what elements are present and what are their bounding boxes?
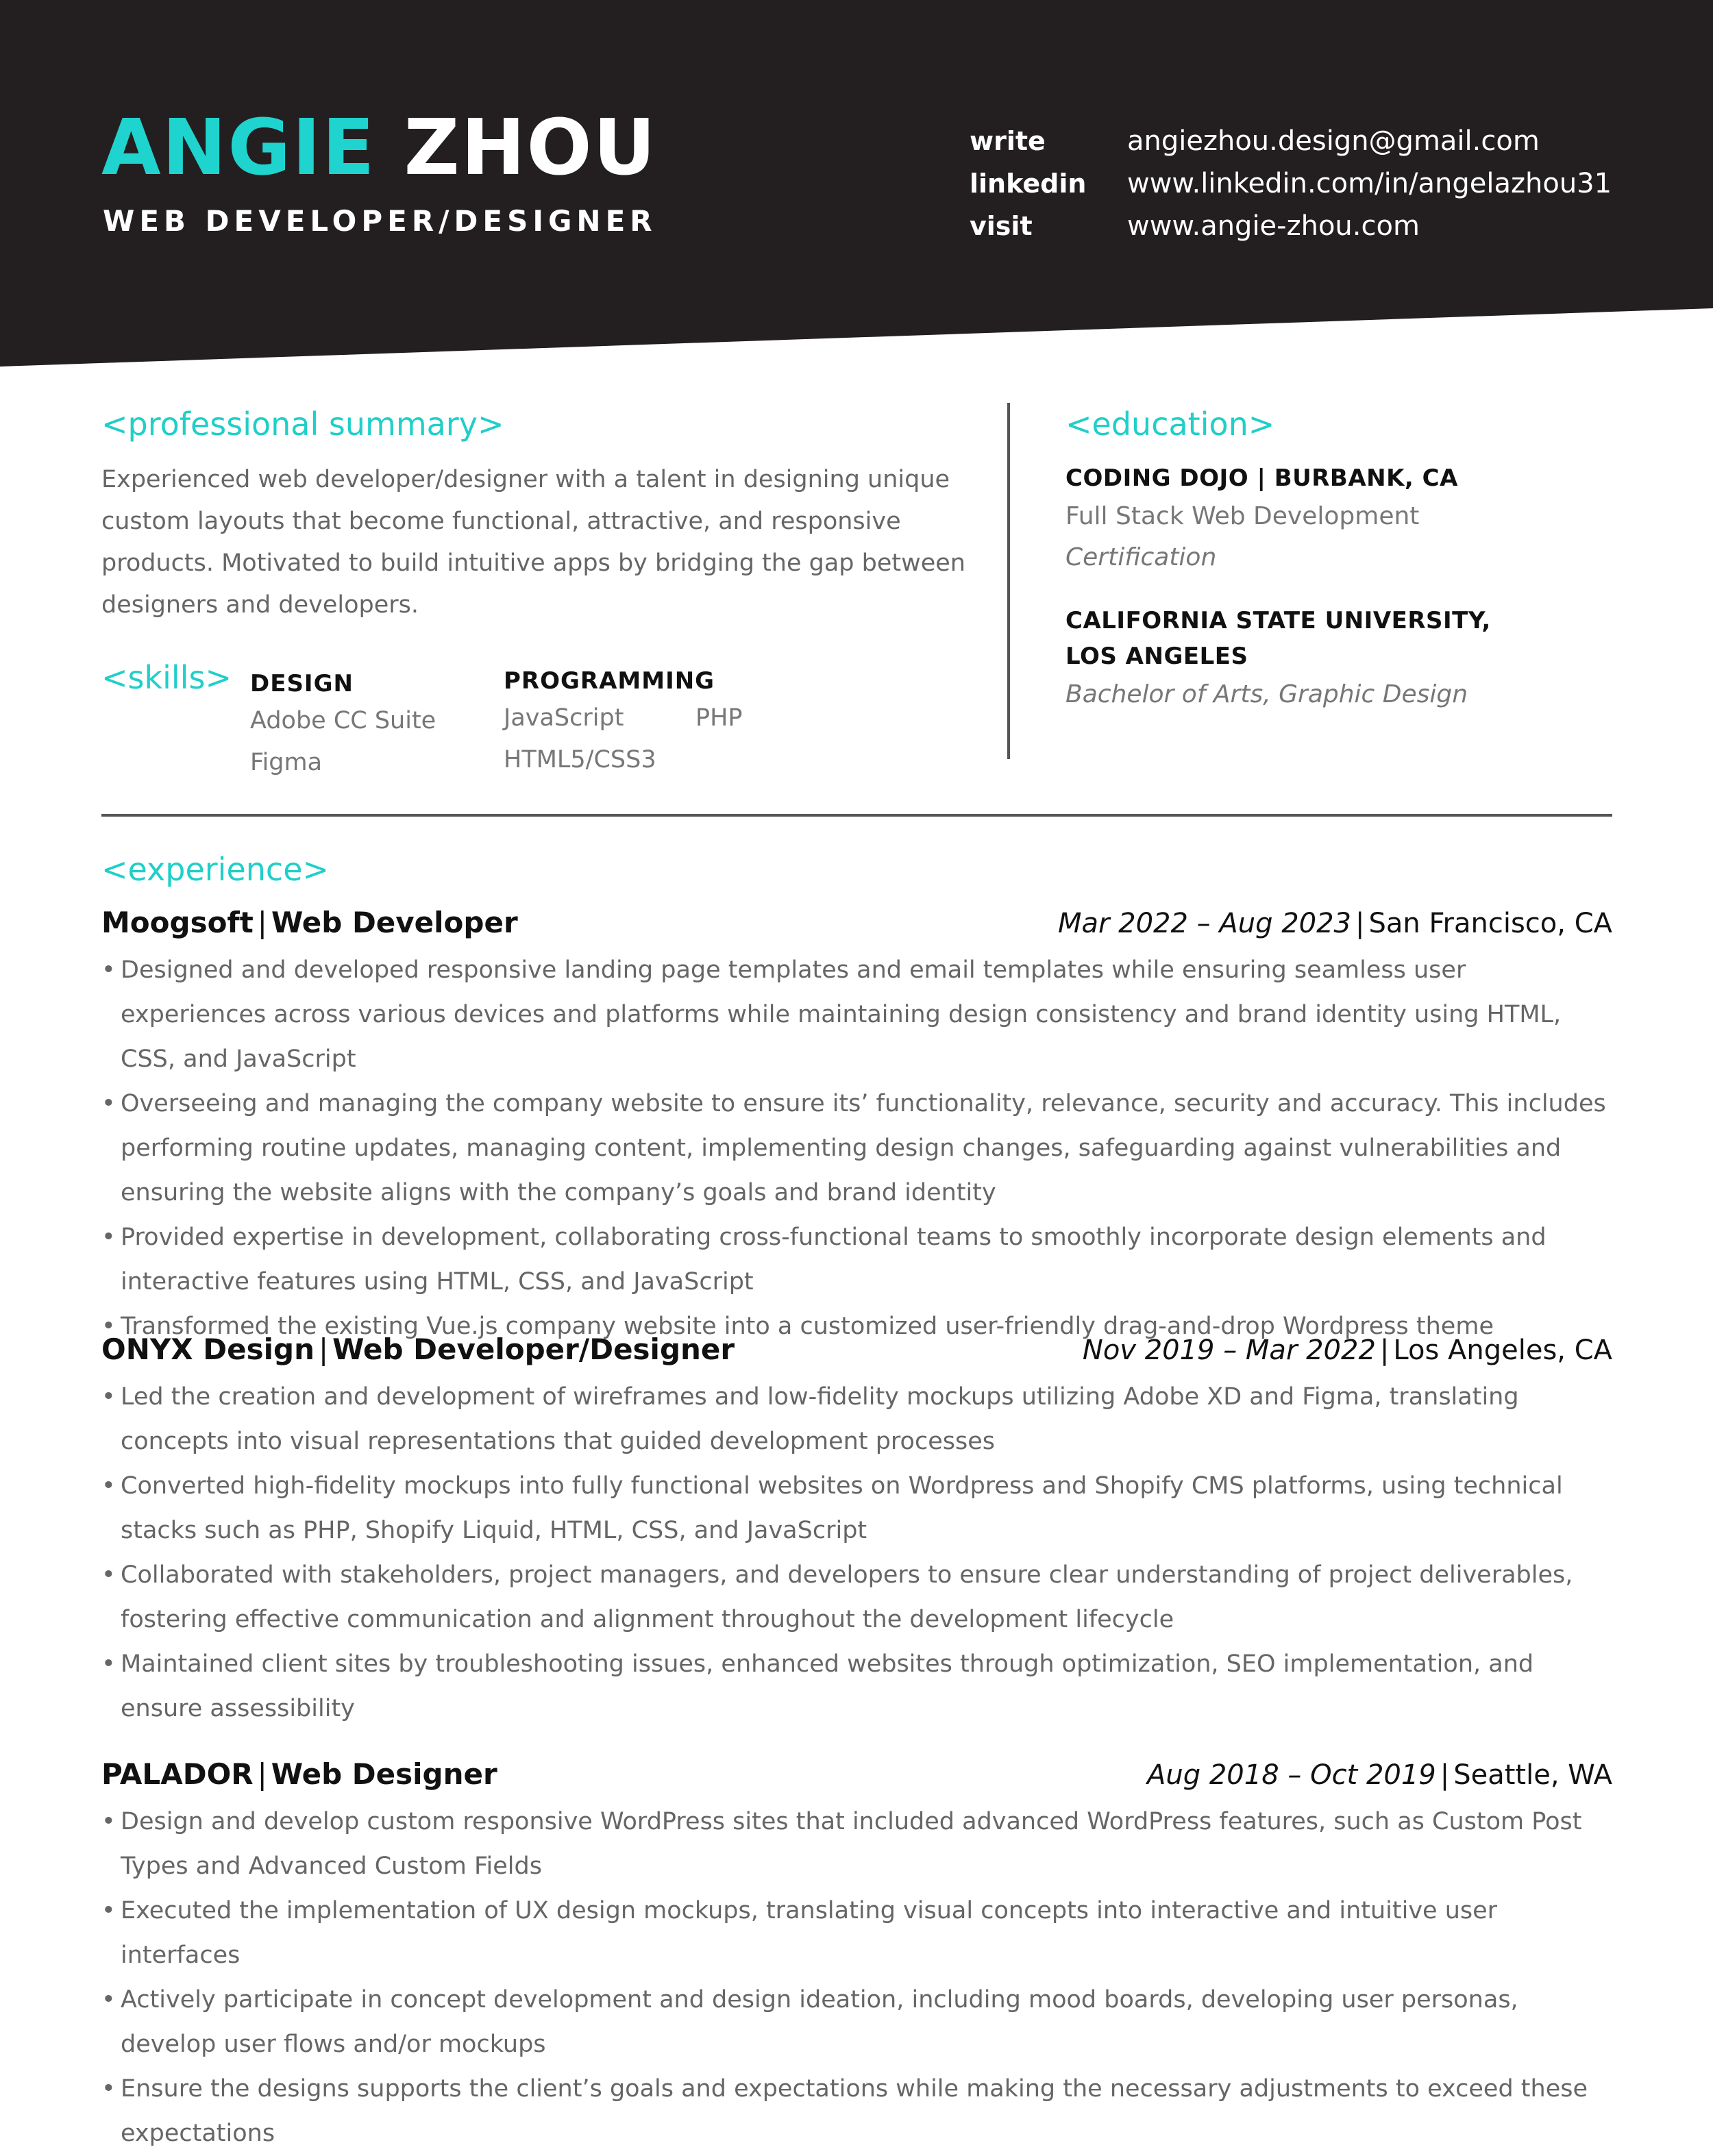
contact-linkedin-row [970, 162, 1655, 205]
job-role: Web Developer [271, 906, 518, 939]
education-entry [1065, 460, 1458, 578]
edu-degree: Bachelor of Arts, Graphic Design [1065, 680, 1468, 708]
job-dates: Nov 2019 – Mar 2022 [1082, 1335, 1376, 1366]
job-location: Los Angeles, CA [1393, 1335, 1612, 1366]
contact-label: visit [970, 211, 1033, 241]
summary-text: Experienced web developer/designer with a talent in designing unique custom layouts that become functional, attractive, and responsive products. Motivated to build intuitive apps by bridging the gap between designers and developers. [101, 466, 965, 619]
experience-heading: <experience> [101, 851, 330, 888]
skill-item: PHP [695, 704, 743, 732]
skills-programming-grid [504, 697, 833, 781]
summary-heading: <professional summary> [101, 406, 504, 443]
contact-label: linkedin [970, 169, 1087, 199]
job-bullet: • Converted high-fidelity mockups into fully functional websites on Wordpress and Shopify CMS platforms, using technical stacks such as PHP, Shopify Liquid, HTML, CSS, and JavaScript [101, 1464, 1612, 1553]
job-bullets [101, 1375, 1612, 1731]
job-bullets [101, 948, 1612, 1349]
skills-programming-column [504, 667, 833, 781]
linkedin-link[interactable]: www.linkedin.com/in/angelazhou31 [1127, 168, 1612, 199]
skill-item: Adobe CC Suite [250, 707, 436, 734]
job-bullet: • Ensure the designs supports the client’s goals and expectations while making the necessary adjustments to exceed these expectations [101, 2067, 1612, 2156]
candidate-name [101, 103, 657, 193]
skills-heading: <skills> [101, 659, 232, 696]
job-header [101, 1757, 1612, 1800]
skill-item: HTML5/CSS3 [504, 746, 656, 773]
job-dates-location: Mar 2022 – Aug 2023 | San Francisco, CA [1057, 908, 1612, 939]
edu-school: CODING DOJO | BURBANK, CA [1065, 464, 1458, 492]
job-dates-location: Nov 2019 – Mar 2022 | Los Angeles, CA [1082, 1335, 1612, 1366]
job-dates: Aug 2018 – Oct 2019 [1147, 1759, 1436, 1791]
skills-programming-title: PROGRAMMING [504, 667, 715, 695]
contact-label: write [970, 126, 1046, 156]
job-bullet: • Transformed the existing Vue.js company website into a customized user-friendly drag-and-drop Wordpress theme [101, 1304, 1612, 1349]
skill-item: Figma [250, 749, 323, 776]
job-bullets [101, 1800, 1612, 2156]
job-header [101, 1333, 1612, 1375]
education-entry [1065, 603, 1491, 715]
job-bullet: • Executed the implementation of UX design mockups, translating visual concepts into interactive and intuitive user interfaces [101, 1889, 1612, 1978]
vertical-divider [1007, 403, 1010, 759]
email-link[interactable]: angiezhou.design@gmail.com [1127, 125, 1540, 157]
job-company-role: PALADOR | Web Designer [101, 1757, 497, 1791]
job-company: Moogsoft [101, 906, 254, 939]
job-header [101, 906, 1612, 948]
job-bullet: • Design and develop custom responsive WordPress sites that included advanced WordPress features, such as Custom Post Types and Advanced Custom Fields [101, 1800, 1612, 1889]
job-bullet: • Actively participate in concept development and design ideation, including mood boards, developing user personas, develop user flows and/or mockups [101, 1978, 1612, 2067]
job-bullet: • Collaborated with stakeholders, project managers, and developers to ensure clear understanding of project deliverables, fostering effective communication and alignment throughout the development lifecycle [101, 1553, 1612, 1642]
job-entry [101, 1757, 1612, 2156]
job-dates-location: Aug 2018 – Oct 2019 | Seattle, WA [1147, 1759, 1612, 1791]
website-link[interactable]: www.angie-zhou.com [1127, 210, 1420, 242]
job-role: Web Designer [271, 1757, 497, 1791]
job-bullet: • Overseeing and managing the company website to ensure its’ functionality, relevance, security and accuracy. This includes performing routine updates, managing content, implementing design changes, safeguarding against vulnerabilities and ensuring the website aligns with the company’s goals and brand identity [101, 1082, 1612, 1215]
job-location: San Francisco, CA [1368, 908, 1612, 939]
edu-school: CALIFORNIA STATE UNIVERSITY, [1065, 607, 1491, 634]
job-bullet: • Designed and developed responsive landing page templates and email templates while ensuring seamless user experiences across various devices and platforms while maintaining design consistency and brand identity using HTML, CSS, and JavaScript [101, 948, 1612, 1082]
education-heading: <education> [1065, 406, 1275, 443]
job-title: WEB DEVELOPER/DESIGNER [103, 204, 657, 238]
last-name: ZHOU [404, 103, 657, 193]
contact-block [970, 120, 1655, 247]
skill-item: JavaScript [504, 704, 624, 732]
job-company: PALADOR [101, 1757, 254, 1791]
job-entry [101, 1333, 1612, 1731]
job-company-role: ONYX Design | Web Developer/Designer [101, 1333, 735, 1366]
contact-email-row [970, 120, 1655, 162]
job-bullet: • Maintained client sites by troubleshooting issues, enhanced websites through optimization, SEO implementation, and ensure assessibility [101, 1642, 1612, 1731]
job-dates: Mar 2022 – Aug 2023 [1057, 908, 1351, 939]
skills-design-title: DESIGN [250, 670, 354, 697]
job-role: Web Developer/Designer [332, 1333, 735, 1366]
edu-school: LOS ANGELES [1065, 643, 1248, 670]
job-bullet: • Provided expertise in development, collaborating cross-functional teams to smoothly incorporate design elements and interactive features using HTML, CSS, and JavaScript [101, 1215, 1612, 1304]
contact-website-row [970, 205, 1655, 247]
job-company-role: Moogsoft | Web Developer [101, 906, 518, 939]
job-location: Seattle, WA [1453, 1759, 1612, 1791]
edu-degree: Certification [1065, 543, 1217, 571]
job-company: ONYX Design [101, 1333, 315, 1366]
horizontal-divider [101, 814, 1612, 817]
job-entry [101, 906, 1612, 1349]
edu-degree: Full Stack Web Development [1065, 502, 1420, 530]
job-bullet: • Led the creation and development of wireframes and low-fidelity mockups utilizing Adobe XD and Figma, translating concepts into visual representations that guided development processes [101, 1375, 1612, 1464]
first-name: ANGIE [101, 103, 376, 193]
skills-design-column [250, 670, 436, 784]
